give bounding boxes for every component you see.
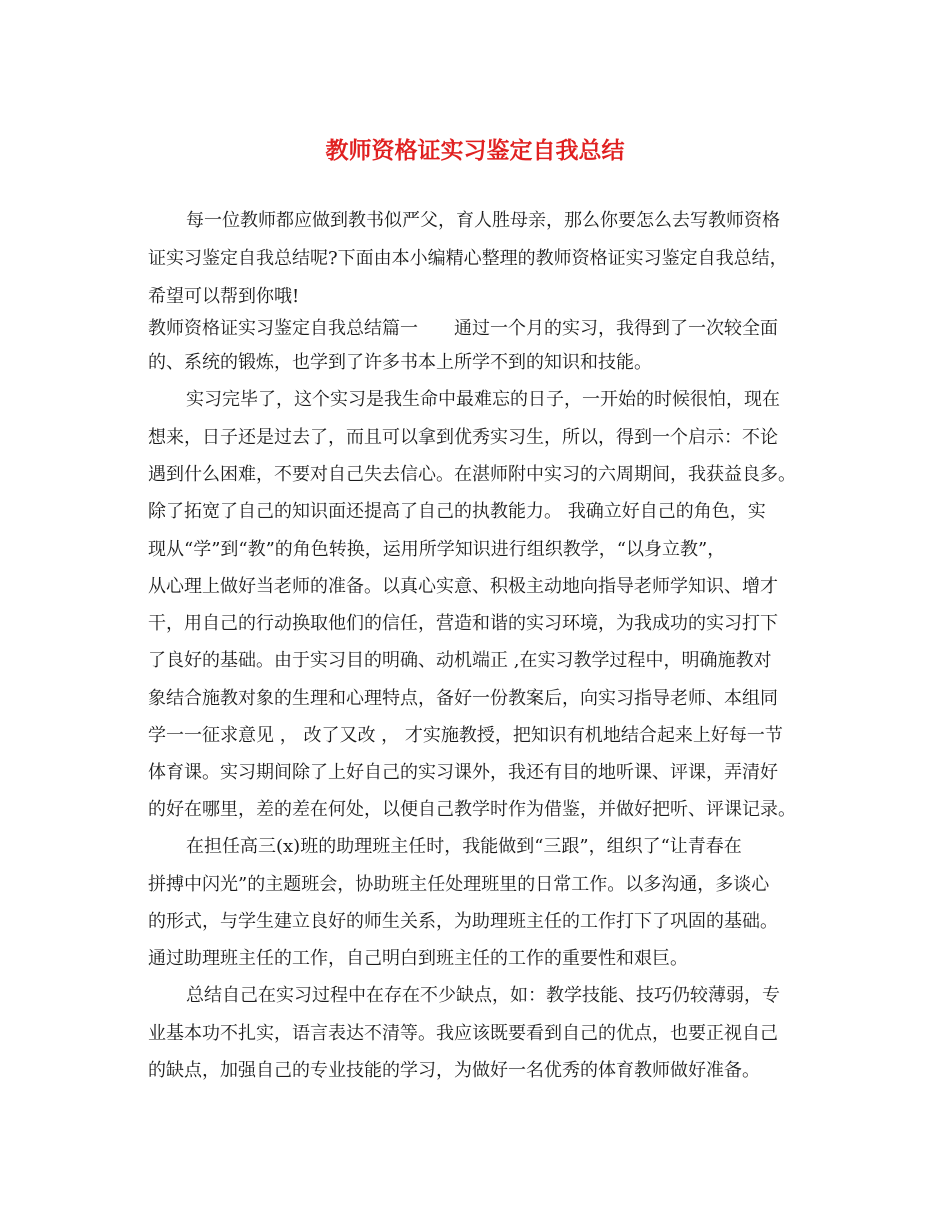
- text-line: 想来，日子还是过去了，而且可以拿到优秀实习生，所以，得到一个启示：不论: [148, 427, 778, 448]
- document-title: 教师资格证实习鉴定自我总结: [325, 137, 625, 164]
- text-line: 的形式，与学生建立良好的师生关系，为助理班主任的工作打下了巩固的基础。: [148, 911, 778, 932]
- text-line: 教师资格证实习鉴定自我总结篇一 通过一个月的实习，我得到了一次较全面: [148, 318, 778, 339]
- text-line: 体育课。实习期间除了上好自己的实习课外，我还有目的地听课、评课，弄清好: [148, 762, 778, 783]
- text-line: 拼搏中闪光”的主题班会，协助班主任处理班里的日常工作。以多沟通，多谈心: [148, 874, 770, 895]
- text-line: 的、系统的锻炼，也学到了许多书本上所学不到的知识和技能。: [148, 352, 652, 373]
- text-line: 证实习鉴定自我总结呢?下面由本小编精心整理的教师资格证实习鉴定自我总结，: [148, 248, 788, 269]
- text-line: 通过助理班主任的工作，自己明白到班主任的工作的重要性和艰巨。: [148, 948, 688, 969]
- text-line: 业基本功不扎实，语言表达不清等。我应该既要看到自己的优点，也要正视自己: [148, 1023, 778, 1044]
- text-line: 从心理上做好当老师的准备。以真心实意、积极主动地向指导老师学知识、增才: [148, 576, 778, 597]
- text-line: 学一一征求意见 ， 改了又改 ， 才实施教授，把知识有机地结合起来上好每一节: [148, 725, 783, 746]
- text-line: 遇到什么困难，不要对自己失去信心。在湛师附中实习的六周期间，我获益良多。: [148, 464, 796, 485]
- text-line: 希望可以帮到你哦!: [148, 286, 300, 307]
- text-line: 的好在哪里，差的差在何处，以便自己教学时作为借鉴，并做好把听、评课记录。: [148, 799, 796, 820]
- text-line: 了良好的基础。由于实习目的明确、动机端正 ,在实习教学过程中，明确施教对: [148, 650, 772, 671]
- text-line: 的缺点，加强自己的专业技能的学习，为做好一名优秀的体育教师做好准备。: [148, 1060, 760, 1081]
- text-line: 干，用自己的行动换取他们的信任，营造和谐的实习环境，为我成功的实习打下: [148, 613, 778, 634]
- text-line: 现从“学”到“教”的角色转换，运用所学知识进行组织教学，“以身立教”，: [148, 539, 726, 560]
- text-line: 除了拓宽了自己的知识面还提高了自己的执教能力。 我确立好自己的角色，实: [148, 501, 766, 522]
- text-line: 实习完毕了，这个实习是我生命中最难忘的日子，一开始的时候很怕，现在: [186, 389, 780, 410]
- text-line: 象结合施教对象的生理和心理特点，备好一份教案后，向实习指导老师、本组同: [148, 688, 778, 709]
- text-line: 在担任高三(x)班的助理班主任时，我能做到“三跟”，组织了“让青春在: [186, 836, 742, 857]
- text-line: 每一位教师都应做到教书似严父，育人胜母亲，那么你要怎么去写教师资格: [186, 210, 780, 231]
- text-line: 总结自己在实习过程中在存在不少缺点，如：教学技能、技巧仍较薄弱，专: [186, 985, 780, 1006]
